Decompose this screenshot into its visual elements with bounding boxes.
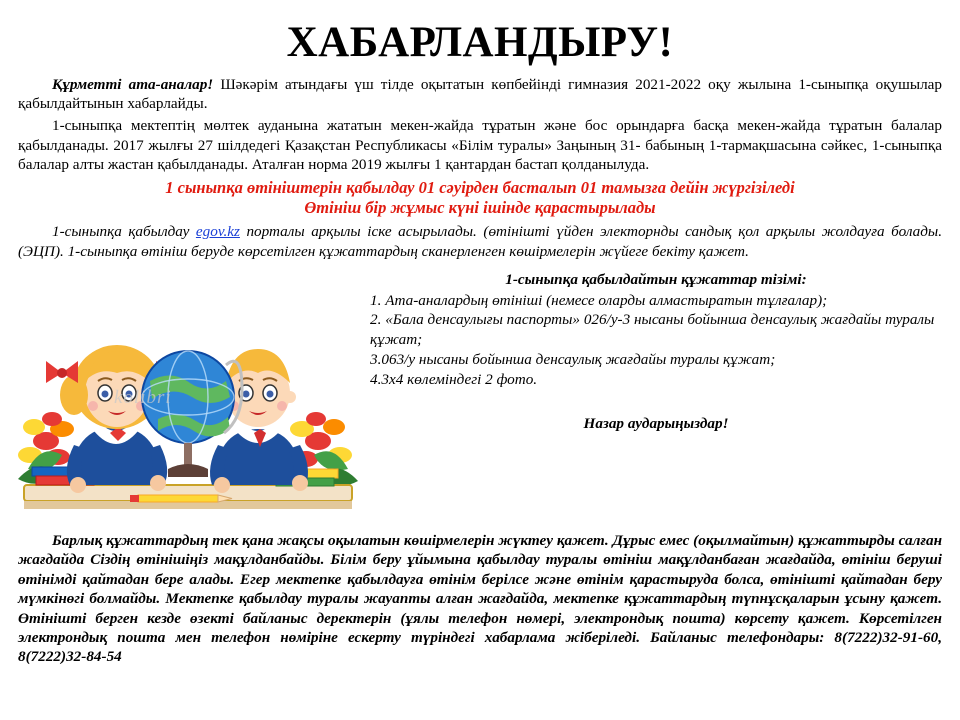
red-notice-line-2: Өтініш бір жұмыс күні ішінде қарастырылады (304, 197, 656, 217)
pencil (130, 495, 232, 502)
paragraph-1-lead: Құрметті ата-аналар! (52, 76, 214, 94)
page-title: ХАБАРЛАНДЫРУ! (286, 19, 674, 66)
list-item: 1. Ата-аналардың өтініші (немесе оларды алмастыратын тұлғалар); (370, 291, 828, 309)
children-with-globe-illustration (18, 269, 358, 529)
egov-paragraph (18, 222, 942, 260)
egov-text-after: порталы арқылы іске асырылады. (өтінішті үйден электорнды сандық қол арқылы жолдауға болады. (ЭЦП). 1-сыныпқа өтініш беруде көрсетілген құжаттардың сканерленген көшірмелерін жүйеге бекіту қажет. (18, 223, 943, 260)
illustration-svg (18, 269, 358, 529)
final-paragraph: Барлық құжаттардың тек қана жақсы оқылатын көшірмелерін жүктеу қажет. Дұрыс емес (оқылмайтын) құжаттырды салған жағдайда Сіздің өтінішіңіз мақұлданбайды. Білім беру ұйымына қабылдау туралы өтініш мақұлданбаған жағдайда, өтініш беруші өтінімді қайтадан бере алады. Егер мектепке қабылдауға өтінім берілсе және өтінім қарастыруда болса, өтінішті қайтадан беру мүмкінөгі болмайды. Мектепке қабылдау туралы жауапты алған жағдайда, мектепке құжаттардың түпнұсқаларын ұсыну қажет. Өтінішті берген кезде өзекті байланыс деректерін (ұялы телефон нөмері, электрондық пошта) көрсету қажет. Көрсетілген электрондық пошта мен телефон нөміріне ескерту түріндегі хабарлама жіберіледі. Байланыс телефондары: 8(7222)32-91-60, 8(7222)32-84-54 (18, 531, 942, 666)
illustration-and-list-section (18, 265, 942, 515)
list-item: 2. «Бала денсаулығы паспорты» 026/у-3 нысаны бойынша денсаулық жағдайы туралы құжат; (370, 311, 935, 349)
list-item: 4.3х4 көлеміндегі 2 фото. (370, 370, 538, 388)
red-notice-line-1: 1 сыныпқа өтініштерін қабылдау 01 сәуірден басталып 01 тамызға дейін жүргізіледі (165, 177, 795, 197)
red-notice (18, 178, 942, 218)
list-item: 3.063/у нысаны бойынша денсаулық жағдайы туралы құжат; (370, 350, 776, 368)
hair-bow-left (46, 361, 78, 383)
egov-link[interactable]: egov.kz (195, 223, 240, 241)
paragraph-1-text: Шәкәрім атындағы үш тілде оқытатын көпбейінді гимназия 2021-2022 оқу жылына 1-сыныпқа оқушылар қабылдайтынын хабарлайды. (18, 76, 942, 113)
attention-heading: Назар аударыңыздар! (583, 415, 729, 433)
paragraph-1 (18, 75, 942, 113)
documents-list-block (370, 265, 942, 434)
watermark-text: kolibri (114, 386, 172, 408)
documents-list-title: 1-сыныпқа қабылдайтын құжаттар тізімі: (505, 270, 807, 288)
paragraph-2: 1-сыныпқа мектептің мөлтек ауданына жататын мекен-жайда тұратын және бос орындарға басқа мекен-жайда тұратын балалар қабылданады. 2017 жылғы 27 шілдедегі Қазақстан Республикасы «Білім туралы» Заңының 31- бабының 1-тармақшасына сәйкес, 1-сыныпқа балалар алты жастан қабылданады. Аталған норма 2019 жылғы 1 қантардан бастап қолданылуда. (18, 117, 942, 173)
egov-text-before: 1-сыныпқа қабылдау (52, 223, 196, 241)
